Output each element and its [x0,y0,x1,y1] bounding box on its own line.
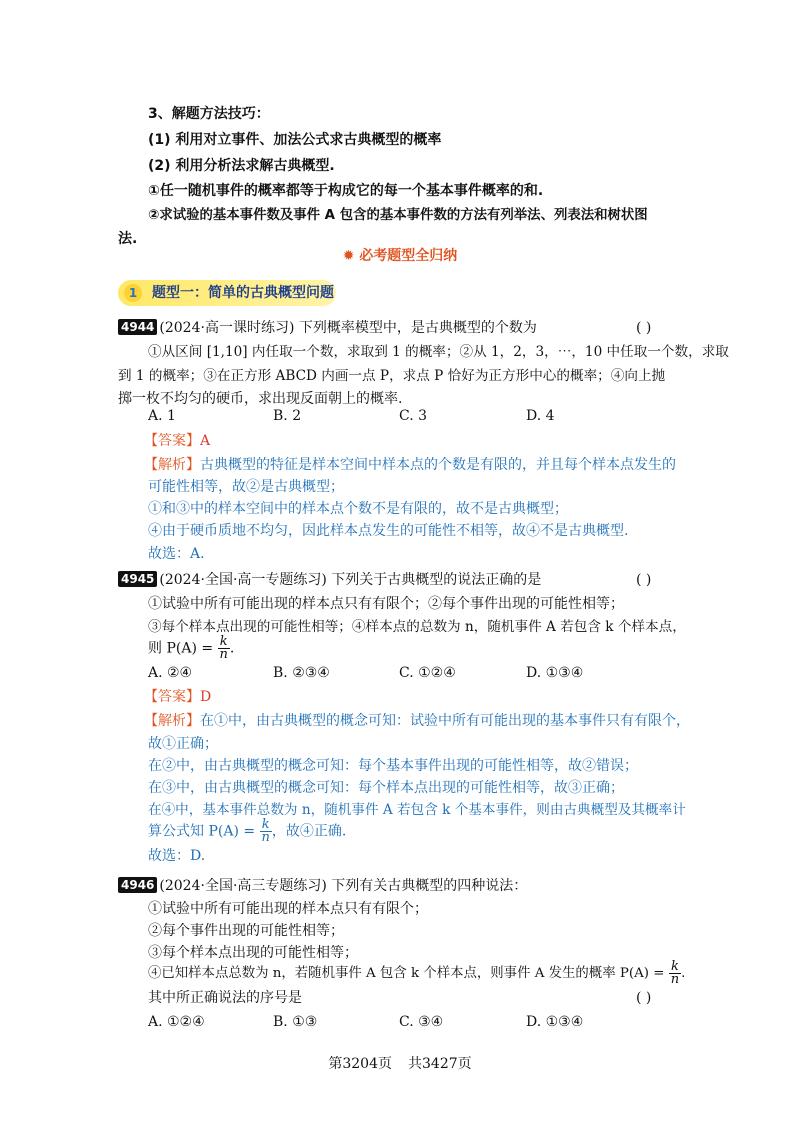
analysis-4945-line-6: 算公式知 P(A) = $\frac{k}{n}$ ，故④正确. [148,817,347,845]
answer-blank: ( ) [636,320,652,336]
question-number: 4946 [118,877,157,893]
question-4946-stem: 4946 (2024·全国·高三专题练习) 下列有关古典概型的四种说法： [118,876,527,896]
page-total: 共3427页 [408,1056,472,1072]
method-item-3: ①任一随机事件的概率都等于构成它的每一个基本事件概率的和. [148,183,544,199]
method-item-2: (2) 利用分析法求解古典概型. [148,158,335,174]
question-4945-line-3: 则 P(A) = $\frac{k}{n}$ . [148,634,235,662]
question-4946-line-3: ③每个样本点出现的可能性相等； [148,945,358,961]
type-title: 题型一：简单的古典概型问题 [152,285,334,301]
method-item-4: ②求试验的基本事件数及事件 A 包含的基本事件数的方法有列举法、列表法和树状图 [148,208,648,223]
analysis-4945-line-5: 在④中，基本事件总数为 n，随机事件 A 若包含 k 个基本事件，则由古典概型及其概率计 [148,802,686,818]
page-number: 第3204页 [328,1056,392,1072]
method-item-4-cont: 法. [118,231,138,247]
analysis-4945-line-3: 在②中，由古典概型的概念可知：每个基本事件出现的可能性相等，故②错误； [148,758,638,774]
fraction-k-over-n: $\frac{k}{n}$ [219,634,228,662]
option-a: A. ①②④ [148,1014,205,1030]
question-4944-stem: 4944 (2024·高一课时练习) 下列概率模型中，是古典概型的个数为 [118,318,537,338]
method-item-1: (1) 利用对立事件、加法公式求古典概型的概率 [148,132,442,148]
option-c: C. 3 [399,408,428,424]
question-4945-line-1: ①试验中所有可能出现的样本点只有有限个；②每个事件出现的可能性相等； [148,596,624,612]
analysis-4944-line-2: 可能性相等，故②是古典概型； [148,479,344,495]
option-d: D. ①③④ [526,1014,584,1030]
question-4945-stem: 4945 (2024·全国·高一专题练习) 下列关于古典概型的说法正确的是 [118,570,541,590]
question-4946-line-2: ②每个事件出现的可能性相等； [148,923,344,939]
answer-4944: 【答案】A [144,433,211,449]
fraction-k-over-n: $\frac{k}{n}$ [670,959,680,987]
question-4946-line-1: ①试验中所有可能出现的样本点只有有限个； [148,901,428,917]
question-4944-options [0,406,800,426]
sun-icon: ✹ [342,248,360,264]
analysis-4944-line-1: 【解析】古典概型的特征是样本空间中样本点的个数是有限的，并且每个样本点发生的 [144,457,676,473]
question-number: 4944 [118,319,157,335]
option-d: D. 4 [526,408,555,424]
answer-4945: 【答案】D [144,689,212,705]
analysis-4945-line-7: 故选：D. [148,848,206,864]
analysis-4944-line-3: ①和③中的样本空间中的样本点个数不是有限的，故不是古典概型； [148,501,568,517]
question-number: 4945 [118,571,157,587]
option-c: C. ③④ [399,1014,444,1030]
section-title: ✹ 必考题型全归纳 [342,248,458,264]
option-d: D. ①③④ [526,665,584,681]
analysis-4945-line-2: 故①正确； [148,736,218,752]
analysis-4944-line-4: ④由于硬币质地不均匀，因此样本点发生的可能性不相等，故④不是古典概型. [148,523,629,539]
option-a: A. ②④ [148,665,193,681]
fraction-k-over-n: $\frac{k}{n}$ [261,817,270,845]
option-b: B. ①③ [273,1014,318,1030]
analysis-4945-line-1: 【解析】在①中，由古典概型的概念可知：试验中所有可能出现的基本事件只有有限个， [144,713,690,729]
type-number-icon: 1 [124,284,142,302]
question-4944-line-2: 到 1 的概率；③在正方形 ABCD 内画一点 P，求点 P 恰好为正方形中心的概率；④向上抛 [118,368,666,384]
option-b: B. ②③④ [273,665,330,681]
method-heading: 3、解题方法技巧： [148,106,270,122]
question-4946-options [0,1012,800,1032]
analysis-4944-line-5: 故选：A. [148,546,205,562]
analysis-4945-line-4: 在③中，由古典概型的概念可知：每个样本点出现的可能性相等，故③正确； [148,780,624,796]
option-a: A. 1 [148,408,176,424]
question-4944-line-1: ①从区间 [1,10] 内任取一个数，求取到 1 的概率；②从 1，2，3，⋯，10 中任取一个数，求取 [148,344,729,360]
question-4944-line-3: 掷一枚不均匀的硬币，求出现反面朝上的概率. [118,391,403,407]
option-b: B. 2 [273,408,302,424]
option-c: C. ①②④ [399,665,456,681]
question-4946-line-4: ④已知样本点总数为 n，若随机事件 A 包含 k 个样本点，则事件 A 发生的概率 P(A) = $\frac{k}{n}$ . [148,959,686,987]
answer-blank: ( ) [636,990,652,1006]
question-4946-line-5: 其中所正确说法的序号是 [148,990,302,1006]
page-footer [0,1054,800,1074]
question-4945-options [0,663,800,683]
question-4945-line-2: ③每个样本点出现的可能性相等；④样本点的总数为 n，随机事件 A 若包含 k 个样本点， [148,619,686,635]
answer-blank: ( ) [636,572,652,588]
type-badge [118,280,336,306]
